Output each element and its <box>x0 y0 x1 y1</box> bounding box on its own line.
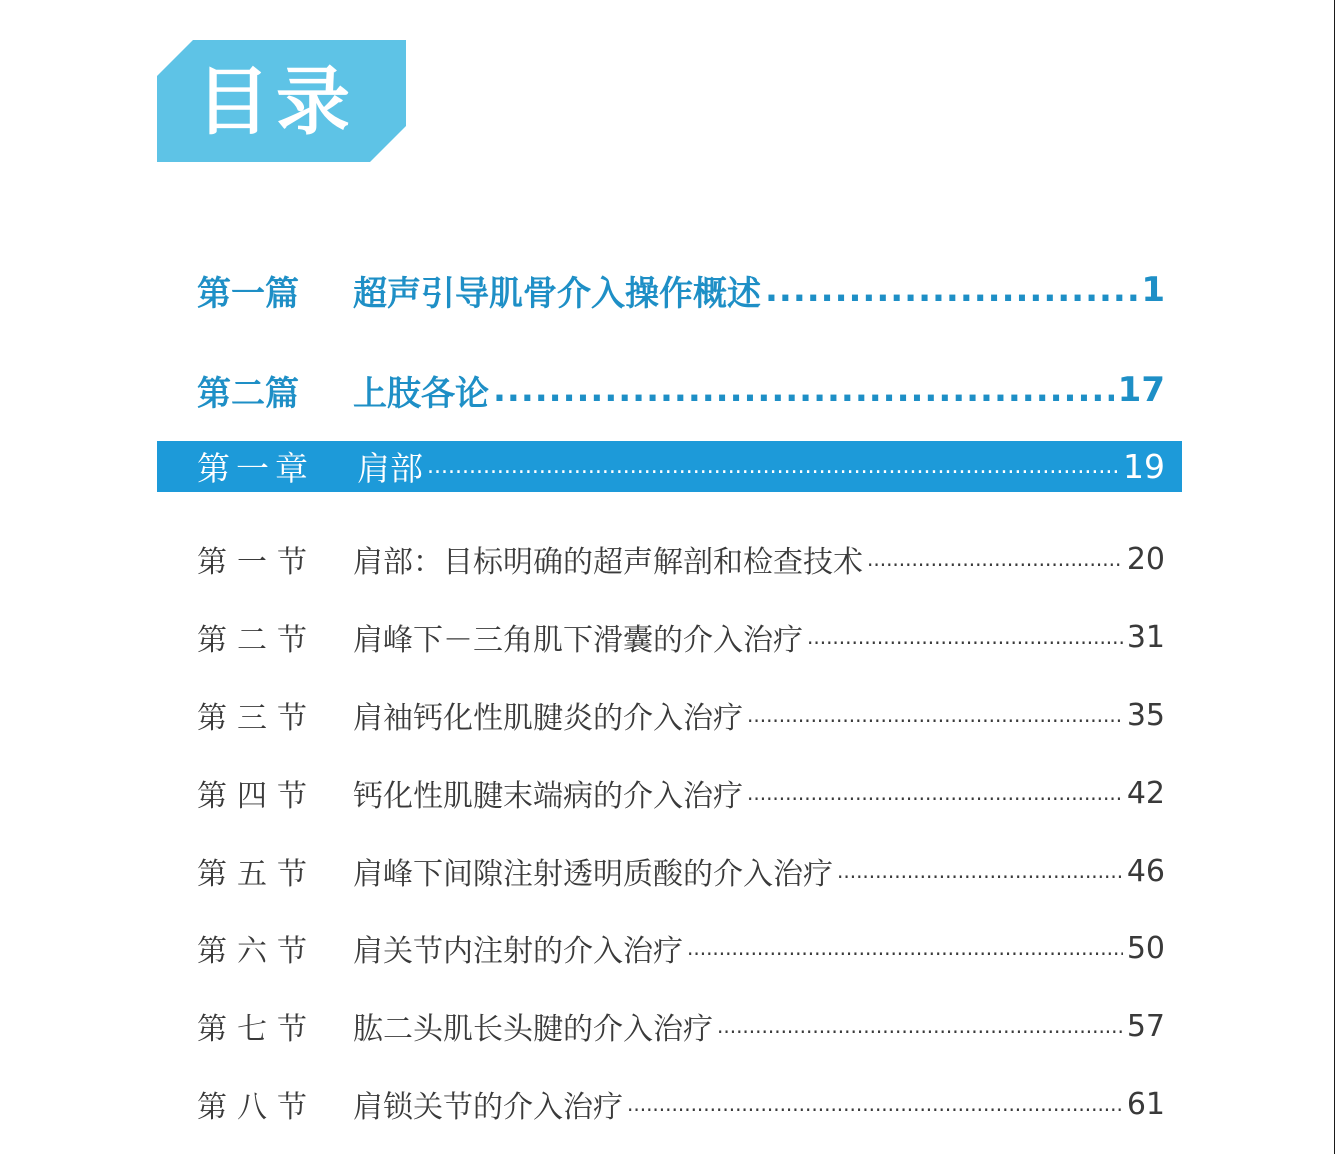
dot-leader <box>765 270 1137 310</box>
section-number: 第二节 <box>197 623 317 658</box>
toc-section-5[interactable] <box>157 848 1182 894</box>
toc-section-3[interactable] <box>157 692 1182 738</box>
page-number: 17 <box>1117 370 1165 410</box>
section-title: 钙化性肌腱末端病的介入治疗 <box>353 779 743 814</box>
dot-leader <box>627 1092 1123 1116</box>
page-number: 46 <box>1126 853 1165 889</box>
toc-part-2[interactable] <box>157 366 1182 414</box>
toc-section-8[interactable] <box>157 1081 1182 1127</box>
toc-section-6[interactable] <box>157 925 1182 971</box>
part-number: 第二篇 <box>197 373 299 414</box>
section-title: 肱二头肌长头腱的介入治疗 <box>353 1012 713 1047</box>
page-number: 1 <box>1141 270 1165 310</box>
page-number: 20 <box>1126 541 1165 577</box>
dot-leader <box>837 859 1123 883</box>
section-number: 第一节 <box>197 545 317 580</box>
dot-leader <box>717 1014 1123 1038</box>
section-number: 第六节 <box>197 934 317 969</box>
section-title: 肩峰下－三角肌下滑囊的介入治疗 <box>353 623 803 658</box>
toc-section-2[interactable] <box>157 614 1182 660</box>
toc-section-4[interactable] <box>157 770 1182 816</box>
page-number: 50 <box>1126 930 1165 966</box>
section-title: 肩部：目标明确的超声解剖和检查技术 <box>353 545 863 580</box>
section-title: 肩袖钙化性肌腱炎的介入治疗 <box>353 701 743 736</box>
toc-part-1[interactable] <box>157 266 1182 314</box>
dot-leader <box>747 703 1123 727</box>
dot-leader <box>427 454 1119 479</box>
dot-leader <box>687 936 1123 960</box>
dot-leader <box>493 370 1114 410</box>
part-title: 超声引导肌骨介入操作概述 <box>353 273 761 314</box>
section-number: 第七节 <box>197 1012 317 1047</box>
part-title: 上肢各论 <box>353 373 489 414</box>
section-title: 肩关节内注射的介入治疗 <box>353 934 683 969</box>
page-number: 31 <box>1126 619 1165 655</box>
section-number: 第五节 <box>197 857 317 892</box>
dot-leader <box>747 781 1123 805</box>
page-number: 42 <box>1126 775 1165 811</box>
dot-leader <box>867 547 1123 571</box>
page-border <box>1334 0 1335 1154</box>
part-number: 第一篇 <box>197 273 299 314</box>
section-title: 肩锁关节的介入治疗 <box>353 1090 623 1125</box>
toc-section-1[interactable] <box>157 536 1182 582</box>
toc-title: 目录 <box>196 59 356 145</box>
page-number: 19 <box>1123 447 1165 486</box>
page-number: 57 <box>1126 1008 1165 1044</box>
toc-section-7[interactable] <box>157 1003 1182 1049</box>
section-number: 第三节 <box>197 701 317 736</box>
chapter-title: 肩部 <box>357 449 423 488</box>
section-number: 第八节 <box>197 1090 317 1125</box>
toc-chapter-1[interactable] <box>157 441 1182 492</box>
chapter-number: 第一章 <box>197 449 314 488</box>
section-title: 肩峰下间隙注射透明质酸的介入治疗 <box>353 857 833 892</box>
page-number: 61 <box>1126 1086 1165 1122</box>
section-number: 第四节 <box>197 779 317 814</box>
dot-leader <box>807 625 1123 649</box>
page-number: 35 <box>1126 697 1165 733</box>
